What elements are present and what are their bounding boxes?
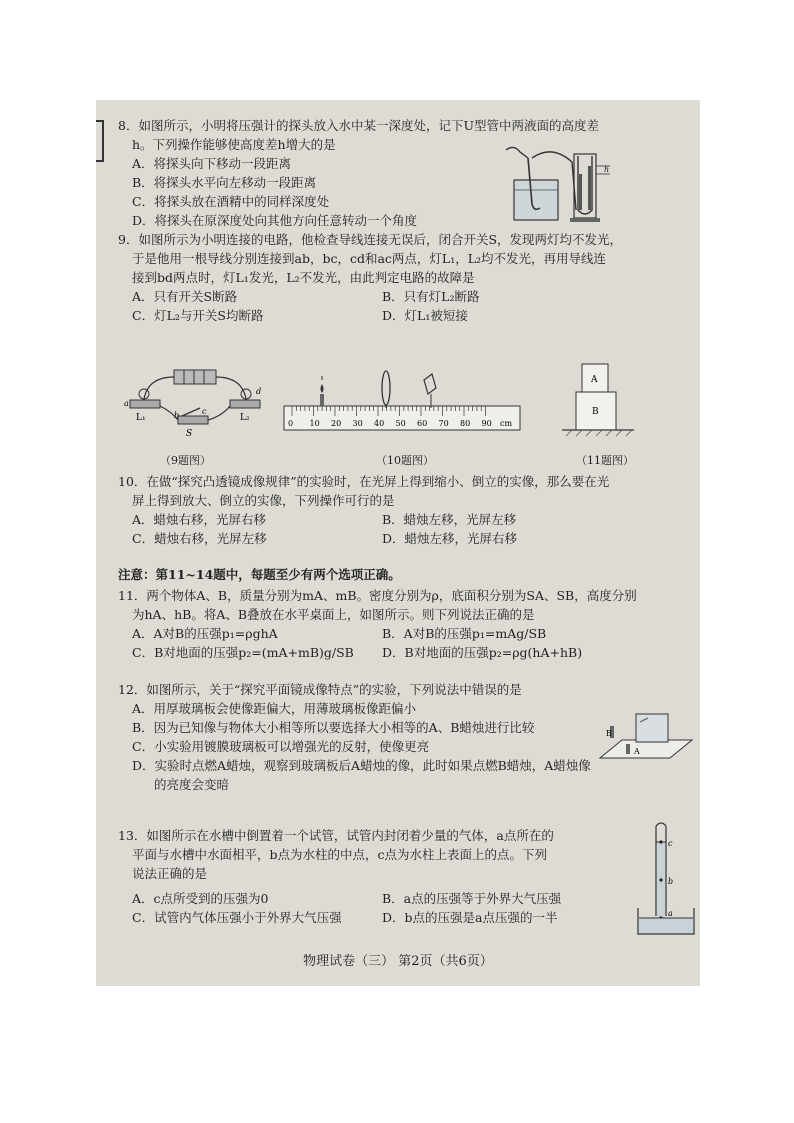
notice-multi-choice: 注意：第11~14题中，每题至少有两个选项正确。: [118, 567, 401, 582]
block-b-label: B: [592, 407, 599, 417]
q10-stem-1: 10．在做“探究凸透镜成像规律”的实验时，在光屏上得到缩小、倒立的实像，那么要在光: [118, 474, 610, 489]
q10-option-b: B．蜡烛左移，光屏左移: [382, 512, 517, 527]
q12-option-a: A．用厚玻璃板会使像距偏大，用薄玻璃板像距偏小: [132, 701, 417, 716]
plane-mirror-figure: [596, 708, 696, 764]
page-footer: 物理试卷（三） 第2页（共6页）: [303, 954, 493, 969]
question-13: [96, 826, 700, 927]
q9-option-d: D．灯L₁被短接: [382, 308, 468, 323]
point-b-label: b: [668, 877, 674, 886]
fig9-caption: （9题图）: [160, 454, 211, 467]
question-11: [96, 586, 700, 662]
label-a: a: [124, 399, 129, 408]
ruler-unit: cm: [500, 419, 513, 428]
fig10-caption: （10题图）: [376, 454, 434, 467]
question-9: [96, 230, 700, 325]
ruler-tick-label: 70: [438, 419, 449, 428]
q8-stem-1: 8．如图所示，小明将压强计的探头放入水中某一深度处，记下U型管中两液面的高度差: [118, 118, 599, 133]
q8-stem-2: h。下列操作能够使高度差h增大的是: [132, 137, 336, 152]
pressure-gauge-figure: [496, 144, 616, 226]
q9-option-c: C．灯L₂与开关S均断路: [132, 308, 264, 323]
q13-stem-1: 13．如图所示在水槽中倒置着一个试管，试管内封闭着少量的气体，a点所在的: [118, 828, 554, 843]
ruler-tick-label: 10: [309, 419, 320, 428]
label-b: b: [174, 411, 180, 420]
q11-option-b: B．A对B的压强p₁=mAg/SB: [382, 626, 547, 641]
ruler-tick-label: 40: [374, 419, 385, 428]
q12-option-b: B．因为已知像与物体大小相等所以要选择大小相等的A、B蜡烛进行比较: [132, 720, 535, 735]
q13-options: [96, 889, 700, 927]
q13-option-c: C．试管内气体压强小于外界大气压强: [132, 910, 342, 925]
q13-option-d: D．b点的压强是a点压强的一半: [382, 910, 558, 925]
q10-option-d: D．蜡烛左移，光屏右移: [382, 531, 518, 546]
q11-option-d: D．B对地面的压强p₂=ρg(hA+hB): [382, 645, 583, 660]
ruler-tick-label: 80: [460, 419, 471, 428]
q8-option-c: C．将探头放在酒精中的同样深度处: [132, 194, 330, 209]
label-d: d: [256, 387, 262, 396]
q12-stem: 12．如图所示，关于“探究平面镜成像特点”的实验，下列说法中错误的是: [118, 682, 522, 697]
label-c: c: [202, 407, 207, 416]
q10-stem-2: 屏上得到放大、倒立的实像，下列操作可行的是: [132, 493, 395, 508]
q10-option-a: A．蜡烛右移，光屏右移: [132, 512, 267, 527]
q10-option-c: C．蜡烛右移，光屏左移: [132, 531, 267, 546]
q9-options: [96, 287, 700, 325]
ruler-tick-label: 60: [417, 419, 428, 428]
stacked-blocks-figure: [562, 362, 638, 446]
point-a-label: a: [668, 909, 673, 918]
q9-option-b: B．只有灯L₂断路: [382, 289, 480, 304]
test-tube-figure: [636, 822, 696, 938]
point-c-label: c: [668, 839, 673, 848]
q13-option-a: A．c点所受到的压强为0: [132, 891, 269, 906]
label-l1: L₁: [136, 413, 146, 423]
ruler-tick-label: 20: [331, 419, 342, 428]
optical-bench-figure: [282, 370, 522, 436]
q9-option-a: A．只有开关S断路: [132, 289, 238, 304]
q11-option-a: A．A对B的压强p₁=ρghA: [132, 626, 278, 641]
q10-options: [96, 510, 700, 548]
svg-text:h: h: [604, 165, 610, 174]
candle-a-label: A: [634, 747, 640, 756]
label-l2: L₂: [240, 413, 250, 423]
candle-b-label: B: [606, 729, 612, 738]
q11-stem-1: 11．两个物体A、B，质量分别为mA、mB。密度分别为ρ，底面积分别为SA、SB，高度分别: [118, 588, 637, 603]
q12-option-c: C．小实验用镀膜玻璃板可以增强光的反射，使像更亮: [132, 739, 430, 754]
ruler-tick-label: 30: [352, 419, 363, 428]
q11-options: [96, 624, 700, 662]
q11-stem-2: 为hA、hB。将A、B叠放在水平桌面上，如图所示。则下列说法正确的是: [132, 607, 535, 622]
q9-stem-2: 于是他用一根导线分别连接到ab，bc，cd和ac两点，灯L₁，L₂均不发光，再用导线连: [132, 251, 607, 266]
q12-option-d: D．实验时点燃A蜡烛，观察到玻璃板后A蜡烛的像，此时如果点燃B蜡烛，A蜡烛像: [132, 758, 591, 773]
ruler-tick-label: 0: [288, 419, 294, 428]
q11-option-c: C．B对地面的压强p₂=(mA+mB)g/SB: [132, 645, 354, 660]
q8-option-a: A．将探头向下移动一段距离: [132, 156, 292, 171]
ruler-tick-label: 90: [481, 419, 492, 428]
block-a-label: A: [591, 375, 598, 385]
circuit-figure: [122, 364, 272, 446]
label-s: S: [186, 429, 193, 439]
exam-page: [96, 100, 700, 986]
q9-stem-3: 接到bd两点时，灯L₁发光，L₂不发光，由此判定电路的故障是: [132, 270, 475, 285]
fig11-caption: （11题图）: [576, 454, 634, 467]
q13-stem-3: 说法正确的是: [132, 866, 208, 881]
q12-option-d-cont: 的亮度会变暗: [154, 777, 230, 792]
q13-option-b: B．a点的压强等于外界大气压强: [382, 891, 562, 906]
question-10: [96, 472, 700, 548]
q8-option-b: B．将探头水平向左移动一段距离: [132, 175, 317, 190]
q8-option-d: D．将探头在原深度处向其他方向任意转动一个角度: [132, 213, 418, 228]
ruler-tick-label: 50: [395, 419, 406, 428]
q9-stem-1: 9．如图所示为小明连接的电路，他检查导线连接无误后，闭合开关S，发现两灯均不发光，: [118, 232, 623, 247]
q13-stem-2: 平面与水槽中水面相平，b点为水柱的中点，c点为水柱上表面上的点。下列: [132, 847, 548, 862]
